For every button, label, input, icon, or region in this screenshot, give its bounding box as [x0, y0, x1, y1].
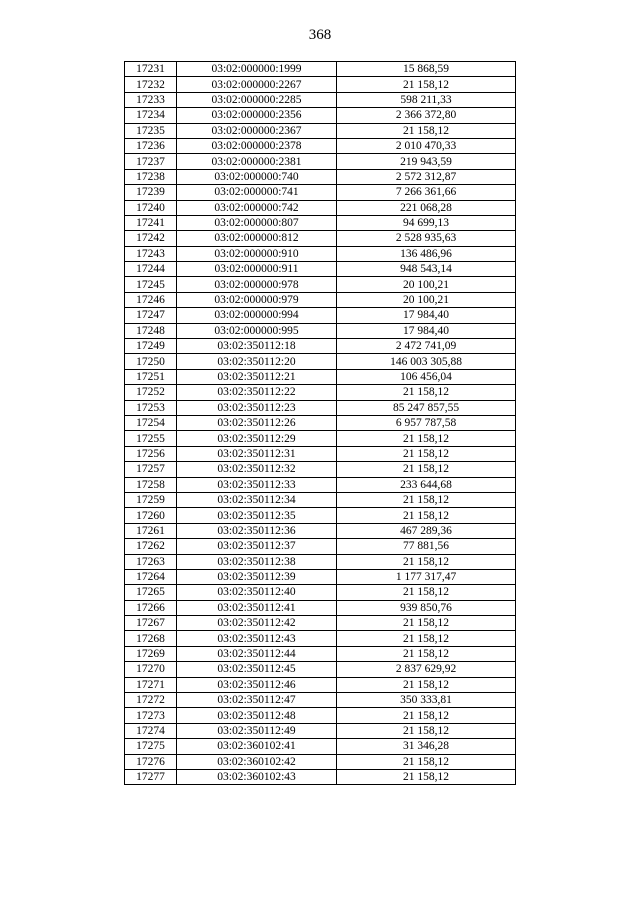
cadastral-number-cell: 03:02:000000:740	[177, 169, 337, 184]
row-number-cell: 17243	[125, 246, 177, 261]
table-row	[125, 339, 516, 354]
row-number-cell: 17258	[125, 477, 177, 492]
row-number-cell: 17247	[125, 308, 177, 323]
cadastral-number-cell: 03:02:360102:41	[177, 739, 337, 754]
value-cell: 21 158,12	[337, 462, 516, 477]
value-cell: 21 158,12	[337, 77, 516, 92]
table-row	[125, 508, 516, 523]
row-number-cell: 17259	[125, 492, 177, 507]
value-cell: 21 158,12	[337, 708, 516, 723]
row-number-cell: 17232	[125, 77, 177, 92]
row-number-cell: 17277	[125, 769, 177, 784]
value-cell: 106 456,04	[337, 369, 516, 384]
row-number-cell: 17266	[125, 600, 177, 615]
table-row	[125, 754, 516, 769]
cadastral-number-cell: 03:02:350112:39	[177, 569, 337, 584]
row-number-cell: 17237	[125, 154, 177, 169]
cadastral-number-cell: 03:02:000000:910	[177, 246, 337, 261]
cadastral-number-cell: 03:02:350112:32	[177, 462, 337, 477]
cadastral-number-cell: 03:02:000000:807	[177, 215, 337, 230]
cadastral-number-cell: 03:02:000000:2367	[177, 123, 337, 138]
row-number-cell: 17242	[125, 231, 177, 246]
value-cell: 17 984,40	[337, 323, 516, 338]
value-cell: 2 528 935,63	[337, 231, 516, 246]
cadastral-number-cell: 03:02:350112:29	[177, 431, 337, 446]
value-cell: 21 158,12	[337, 677, 516, 692]
value-cell: 21 158,12	[337, 492, 516, 507]
cadastral-number-cell: 03:02:360102:42	[177, 754, 337, 769]
value-cell: 21 158,12	[337, 554, 516, 569]
value-cell: 20 100,21	[337, 292, 516, 307]
cadastral-number-cell: 03:02:350112:43	[177, 631, 337, 646]
cadastral-number-cell: 03:02:000000:995	[177, 323, 337, 338]
value-cell: 94 699,13	[337, 215, 516, 230]
value-cell: 146 003 305,88	[337, 354, 516, 369]
table-row	[125, 292, 516, 307]
table-row	[125, 262, 516, 277]
cadastral-number-cell: 03:02:000000:978	[177, 277, 337, 292]
cadastral-number-cell: 03:02:350112:21	[177, 369, 337, 384]
table-row	[125, 277, 516, 292]
cadastral-number-cell: 03:02:000000:742	[177, 200, 337, 215]
value-cell: 939 850,76	[337, 600, 516, 615]
row-number-cell: 17244	[125, 262, 177, 277]
cadastral-number-cell: 03:02:000000:979	[177, 292, 337, 307]
row-number-cell: 17268	[125, 631, 177, 646]
row-number-cell: 17261	[125, 523, 177, 538]
value-cell: 6 957 787,58	[337, 415, 516, 430]
table-row	[125, 385, 516, 400]
row-number-cell: 17249	[125, 339, 177, 354]
value-cell: 21 158,12	[337, 385, 516, 400]
table-row	[125, 415, 516, 430]
value-cell: 7 266 361,66	[337, 185, 516, 200]
row-number-cell: 17267	[125, 616, 177, 631]
value-cell: 77 881,56	[337, 539, 516, 554]
table-row	[125, 462, 516, 477]
row-number-cell: 17269	[125, 646, 177, 661]
value-cell: 21 158,12	[337, 508, 516, 523]
cadastral-number-cell: 03:02:000000:1999	[177, 62, 337, 77]
table-row	[125, 739, 516, 754]
table-row	[125, 539, 516, 554]
table-row	[125, 138, 516, 153]
table-row	[125, 62, 516, 77]
table-row	[125, 108, 516, 123]
cadastral-number-cell: 03:02:000000:2356	[177, 108, 337, 123]
cadastral-number-cell: 03:02:350112:47	[177, 693, 337, 708]
cadastral-number-cell: 03:02:000000:911	[177, 262, 337, 277]
value-cell: 21 158,12	[337, 754, 516, 769]
cadastral-number-cell: 03:02:350112:48	[177, 708, 337, 723]
row-number-cell: 17236	[125, 138, 177, 153]
table-row	[125, 354, 516, 369]
cadastral-number-cell: 03:02:350112:40	[177, 585, 337, 600]
table-row	[125, 585, 516, 600]
row-number-cell: 17263	[125, 554, 177, 569]
row-number-cell: 17231	[125, 62, 177, 77]
value-cell: 136 486,96	[337, 246, 516, 261]
table-row	[125, 723, 516, 738]
table-row	[125, 123, 516, 138]
cadastral-number-cell: 03:02:350112:42	[177, 616, 337, 631]
cadastral-number-cell: 03:02:350112:20	[177, 354, 337, 369]
value-cell: 21 158,12	[337, 631, 516, 646]
table-row	[125, 554, 516, 569]
value-cell: 948 543,14	[337, 262, 516, 277]
cadastral-number-cell: 03:02:000000:994	[177, 308, 337, 323]
value-cell: 2 010 470,33	[337, 138, 516, 153]
cadastral-number-cell: 03:02:350112:37	[177, 539, 337, 554]
row-number-cell: 17265	[125, 585, 177, 600]
row-number-cell: 17255	[125, 431, 177, 446]
row-number-cell: 17264	[125, 569, 177, 584]
cadastral-number-cell: 03:02:350112:36	[177, 523, 337, 538]
table-row	[125, 400, 516, 415]
value-cell: 221 068,28	[337, 200, 516, 215]
row-number-cell: 17276	[125, 754, 177, 769]
value-cell: 21 158,12	[337, 646, 516, 661]
cadastral-number-cell: 03:02:350112:46	[177, 677, 337, 692]
table-row	[125, 231, 516, 246]
row-number-cell: 17233	[125, 92, 177, 107]
table-row	[125, 369, 516, 384]
value-cell: 598 211,33	[337, 92, 516, 107]
table-row	[125, 600, 516, 615]
table-row	[125, 308, 516, 323]
value-cell: 21 158,12	[337, 585, 516, 600]
cadastral-number-cell: 03:02:350112:44	[177, 646, 337, 661]
value-cell: 2 837 629,92	[337, 662, 516, 677]
value-cell: 20 100,21	[337, 277, 516, 292]
value-cell: 21 158,12	[337, 723, 516, 738]
row-number-cell: 17273	[125, 708, 177, 723]
records-table	[124, 61, 516, 785]
value-cell: 467 289,36	[337, 523, 516, 538]
records-table-body	[125, 62, 516, 785]
cadastral-number-cell: 03:02:350112:26	[177, 415, 337, 430]
row-number-cell: 17235	[125, 123, 177, 138]
row-number-cell: 17256	[125, 446, 177, 461]
row-number-cell: 17238	[125, 169, 177, 184]
cadastral-number-cell: 03:02:350112:41	[177, 600, 337, 615]
cadastral-number-cell: 03:02:350112:31	[177, 446, 337, 461]
value-cell: 15 868,59	[337, 62, 516, 77]
row-number-cell: 17272	[125, 693, 177, 708]
table-row	[125, 569, 516, 584]
row-number-cell: 17270	[125, 662, 177, 677]
table-row	[125, 477, 516, 492]
table-row	[125, 154, 516, 169]
cadastral-number-cell: 03:02:350112:35	[177, 508, 337, 523]
cadastral-number-cell: 03:02:350112:23	[177, 400, 337, 415]
value-cell: 350 333,81	[337, 693, 516, 708]
value-cell: 21 158,12	[337, 446, 516, 461]
cadastral-number-cell: 03:02:350112:45	[177, 662, 337, 677]
cadastral-number-cell: 03:02:000000:2285	[177, 92, 337, 107]
table-row	[125, 646, 516, 661]
value-cell: 219 943,59	[337, 154, 516, 169]
table-row	[125, 431, 516, 446]
cadastral-number-cell: 03:02:000000:741	[177, 185, 337, 200]
row-number-cell: 17271	[125, 677, 177, 692]
value-cell: 31 346,28	[337, 739, 516, 754]
table-row	[125, 92, 516, 107]
row-number-cell: 17252	[125, 385, 177, 400]
value-cell: 85 247 857,55	[337, 400, 516, 415]
row-number-cell: 17250	[125, 354, 177, 369]
cadastral-number-cell: 03:02:350112:33	[177, 477, 337, 492]
cadastral-number-cell: 03:02:000000:812	[177, 231, 337, 246]
table-row	[125, 492, 516, 507]
table-row	[125, 77, 516, 92]
row-number-cell: 17246	[125, 292, 177, 307]
cadastral-number-cell: 03:02:360102:43	[177, 769, 337, 784]
cadastral-number-cell: 03:02:000000:2381	[177, 154, 337, 169]
row-number-cell: 17274	[125, 723, 177, 738]
value-cell: 17 984,40	[337, 308, 516, 323]
row-number-cell: 17239	[125, 185, 177, 200]
value-cell: 21 158,12	[337, 431, 516, 446]
table-row	[125, 693, 516, 708]
table-row	[125, 662, 516, 677]
table-row	[125, 523, 516, 538]
value-cell: 233 644,68	[337, 477, 516, 492]
cadastral-number-cell: 03:02:350112:34	[177, 492, 337, 507]
row-number-cell: 17251	[125, 369, 177, 384]
row-number-cell: 17240	[125, 200, 177, 215]
table-row	[125, 631, 516, 646]
cadastral-number-cell: 03:02:000000:2378	[177, 138, 337, 153]
table-row	[125, 446, 516, 461]
row-number-cell: 17253	[125, 400, 177, 415]
table-row	[125, 769, 516, 784]
table-row	[125, 708, 516, 723]
row-number-cell: 17260	[125, 508, 177, 523]
value-cell: 21 158,12	[337, 769, 516, 784]
value-cell: 2 472 741,09	[337, 339, 516, 354]
value-cell: 1 177 317,47	[337, 569, 516, 584]
row-number-cell: 17262	[125, 539, 177, 554]
table-row	[125, 616, 516, 631]
cadastral-number-cell: 03:02:350112:38	[177, 554, 337, 569]
row-number-cell: 17275	[125, 739, 177, 754]
table-row	[125, 169, 516, 184]
table-row	[125, 246, 516, 261]
value-cell: 2 366 372,80	[337, 108, 516, 123]
row-number-cell: 17234	[125, 108, 177, 123]
row-number-cell: 17248	[125, 323, 177, 338]
table-row	[125, 323, 516, 338]
table-row	[125, 200, 516, 215]
table-row	[125, 185, 516, 200]
value-cell: 21 158,12	[337, 123, 516, 138]
table-row	[125, 677, 516, 692]
cadastral-number-cell: 03:02:350112:18	[177, 339, 337, 354]
row-number-cell: 17245	[125, 277, 177, 292]
value-cell: 2 572 312,87	[337, 169, 516, 184]
row-number-cell: 17254	[125, 415, 177, 430]
page-number: 368	[308, 27, 332, 43]
cadastral-number-cell: 03:02:000000:2267	[177, 77, 337, 92]
row-number-cell: 17241	[125, 215, 177, 230]
value-cell: 21 158,12	[337, 616, 516, 631]
table-row	[125, 215, 516, 230]
row-number-cell: 17257	[125, 462, 177, 477]
cadastral-number-cell: 03:02:350112:22	[177, 385, 337, 400]
cadastral-number-cell: 03:02:350112:49	[177, 723, 337, 738]
